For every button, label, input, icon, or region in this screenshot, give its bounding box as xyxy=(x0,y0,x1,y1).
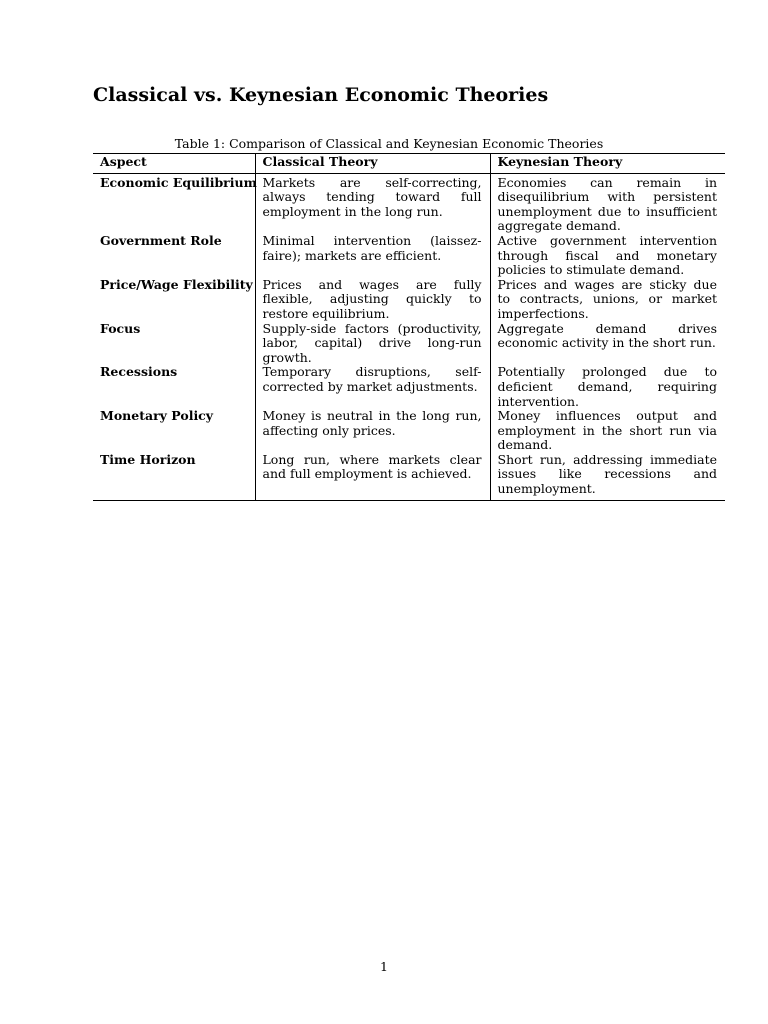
classical-cell: Markets are self-correcting, always tending toward full employment in the long run. xyxy=(255,173,490,234)
classical-cell: Minimal intervention (laissez-faire); markets are efficient. xyxy=(255,234,490,278)
table-row xyxy=(93,322,725,366)
aspect-cell: Economic Equilibrium xyxy=(100,174,257,190)
table-row xyxy=(93,173,725,234)
keynesian-cell: Aggregate demand drives economic activity in the short run. xyxy=(490,322,725,366)
keynesian-cell: Potentially prolonged due to deficient demand, requiring intervention. xyxy=(490,365,725,409)
header-classical: Classical Theory xyxy=(255,154,490,174)
page-number: 1 xyxy=(380,959,388,974)
aspect-cell: Monetary Policy xyxy=(100,408,214,424)
aspect-cell: Price/Wage Flexibility xyxy=(100,276,253,292)
classical-cell: Temporary disruptions, self-corrected by market adjustments. xyxy=(255,365,490,409)
aspect-cell: Focus xyxy=(100,320,141,336)
table-row xyxy=(93,409,725,453)
header-aspect: Aspect xyxy=(93,154,255,174)
header-keynesian: Keynesian Theory xyxy=(490,154,725,174)
keynesian-cell: Money influences output and employment in the short run via demand. xyxy=(490,409,725,453)
classical-cell: Long run, where markets clear and full employment is achieved. xyxy=(255,453,490,500)
table-row xyxy=(93,234,725,278)
classical-cell: Supply-side factors (productivity, labor, capital) drive long-run growth. xyxy=(255,322,490,366)
keynesian-cell: Economies can remain in disequilibrium with persistent unemployment due to insufficient aggregate demand. xyxy=(490,173,725,234)
classical-cell: Money is neutral in the long run, affecting only prices. xyxy=(255,409,490,453)
keynesian-cell: Active government intervention through fiscal and monetary policies to stimulate demand. xyxy=(490,234,725,278)
table-caption: Table 1: Comparison of Classical and Keynesian Economic Theories xyxy=(174,136,604,151)
aspect-cell: Government Role xyxy=(100,232,222,248)
keynesian-cell: Prices and wages are sticky due to contracts, unions, or market imperfections. xyxy=(490,278,725,322)
table-row xyxy=(93,278,725,322)
aspect-cell: Recessions xyxy=(100,364,178,380)
page-title: Classical vs. Keynesian Economic Theories xyxy=(93,84,549,106)
table-row xyxy=(93,365,725,409)
table-header-row xyxy=(93,154,725,174)
aspect-cell: Time Horizon xyxy=(100,451,196,467)
comparison-table xyxy=(93,153,725,501)
keynesian-cell: Short run, addressing immediate issues like recessions and unemployment. xyxy=(490,453,725,500)
classical-cell: Prices and wages are fully flexible, adjusting quickly to restore equilibrium. xyxy=(255,278,490,322)
table-row xyxy=(93,453,725,500)
